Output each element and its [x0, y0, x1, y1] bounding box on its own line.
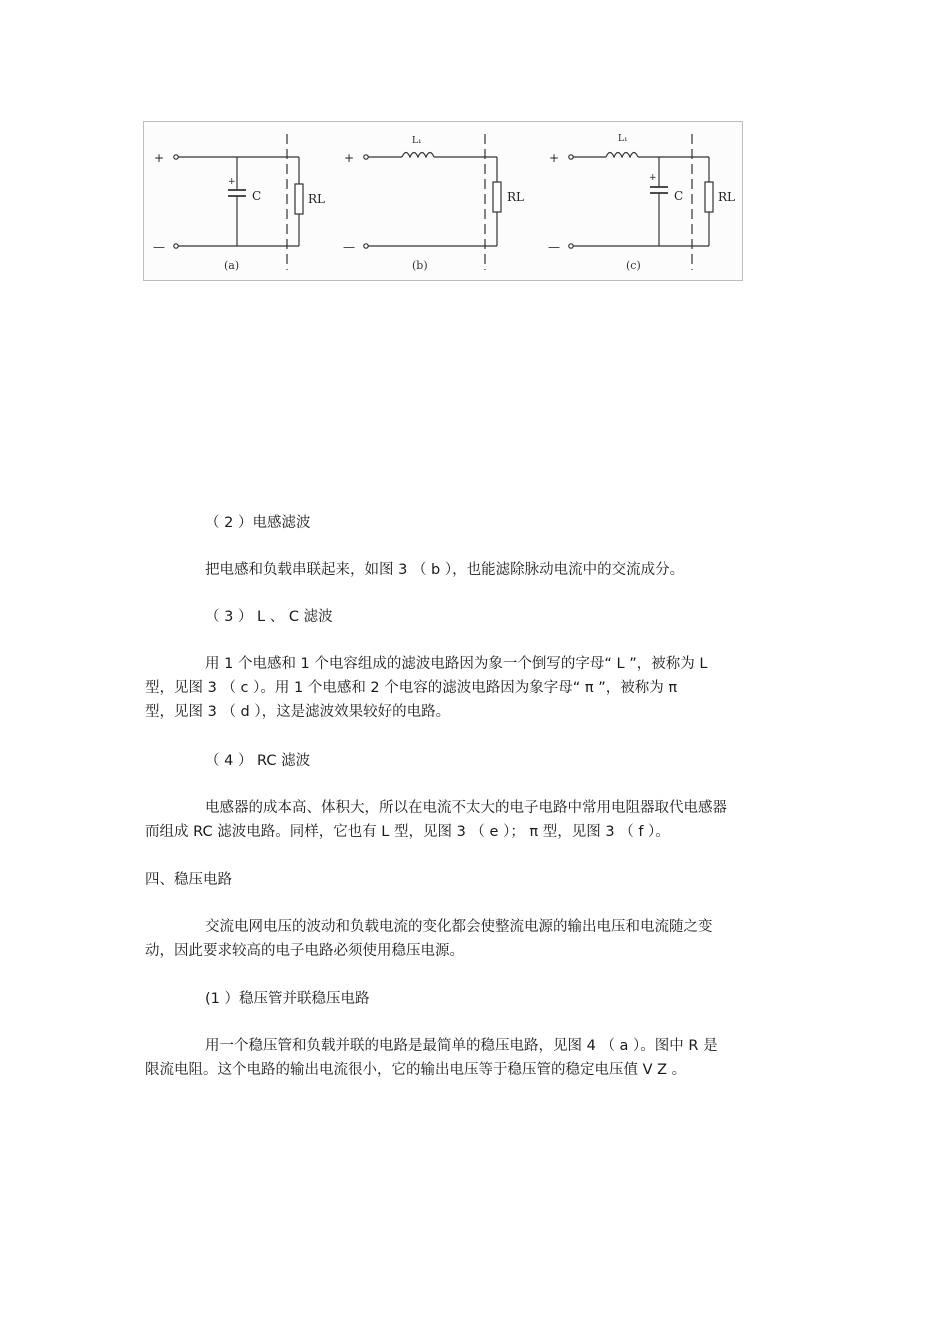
capacitor-label-a: C	[252, 189, 262, 203]
para-inductor-filter: 把电感和负载串联起来，如图 3 （ b ），也能滤除脉动电流中的交流成分。	[205, 562, 685, 578]
inductor-label-b: L₁	[412, 136, 422, 146]
para-rc-line-2: 而组成 RC 滤波电路。同样，它也有 L 型，见图 3 （ e ）； π 型，见图 3 （ f ）。	[145, 824, 670, 840]
para-zener	[145, 1034, 805, 1082]
inductor-b	[402, 153, 434, 158]
para-regulator-line-1: 交流电网电压的波动和负载电流的变化都会使整流电源的输出电压和电流随之变	[205, 919, 713, 935]
circuit-b	[364, 134, 501, 270]
minus-label-b: —	[343, 240, 355, 254]
caption-b: (b)	[412, 259, 428, 272]
load-resistor-b	[493, 182, 501, 212]
plus-label-c: +	[549, 151, 560, 165]
caption-c: (c)	[626, 259, 641, 272]
para-lc-line-2: 型，见图 3 （ c ）。用 1 个电感和 2 个电容的滤波电路因为象字母“ π ”，被称为 π	[145, 680, 678, 696]
terminal-plus-b	[364, 155, 368, 159]
minus-label-a: —	[153, 240, 165, 254]
para-regulator	[145, 915, 805, 963]
para-rc-filter	[145, 796, 805, 844]
para-zener-line-2: 限流电阻。这个电路的输出电流很小，它的输出电压等于稳压管的稳定电压值 V Z 。	[145, 1062, 687, 1078]
inductor-c	[606, 153, 638, 158]
terminal-minus-c	[569, 244, 573, 248]
load-resistor-a	[295, 184, 303, 214]
heading-regulator-circuit: 四、稳压电路	[145, 872, 232, 888]
capacitor-label-c: C	[674, 189, 684, 203]
plus-label-b: +	[344, 151, 355, 165]
load-resistor-c	[705, 182, 713, 212]
terminal-minus-a	[174, 244, 178, 248]
heading-lc-filter: （ 3 ） L 、 C 滤波	[205, 609, 333, 625]
heading-inductor-filter: （ 2 ）电感滤波	[205, 515, 311, 531]
heading-zener-parallel: (1 ）稳压管并联稳压电路	[205, 991, 370, 1007]
plus-label-a: +	[154, 151, 165, 165]
para-lc-line-1: 用 1 个电感和 1 个电容组成的滤波电路因为象一个倒写的字母“ L ”，被称为 L	[205, 656, 708, 672]
load-label-c: RL	[718, 190, 736, 204]
load-label-b: RL	[507, 190, 525, 204]
circuit-a	[174, 134, 303, 270]
terminal-plus-a	[174, 155, 178, 159]
filter-circuit-diagram	[144, 122, 744, 282]
para-lc-line-3: 型，见图 3 （ d ），这是滤波效果较好的电路。	[145, 704, 451, 720]
filter-circuit-figure	[143, 121, 743, 281]
inductor-label-c: L₁	[618, 134, 628, 144]
load-label-a: RL	[308, 192, 326, 206]
terminal-plus-c	[569, 155, 573, 159]
cap-polarity-a: +	[228, 177, 236, 187]
para-lc-filter	[145, 652, 805, 724]
circuit-c	[569, 134, 713, 270]
terminal-minus-b	[364, 244, 368, 248]
caption-a: (a)	[224, 259, 240, 272]
cap-polarity-c: +	[649, 173, 657, 183]
minus-label-c: —	[548, 240, 560, 254]
heading-rc-filter: （ 4 ） RC 滤波	[205, 753, 311, 769]
para-zener-line-1: 用一个稳压管和负载并联的电路是最简单的稳压电路，见图 4 （ a ）。图中 R 是	[205, 1038, 718, 1054]
para-regulator-line-2: 动，因此要求较高的电子电路必须使用稳压电源。	[145, 943, 464, 959]
para-rc-line-1: 电感器的成本高、体积大，所以在电流不太大的电子电路中常用电阻器取代电感器	[205, 800, 727, 816]
